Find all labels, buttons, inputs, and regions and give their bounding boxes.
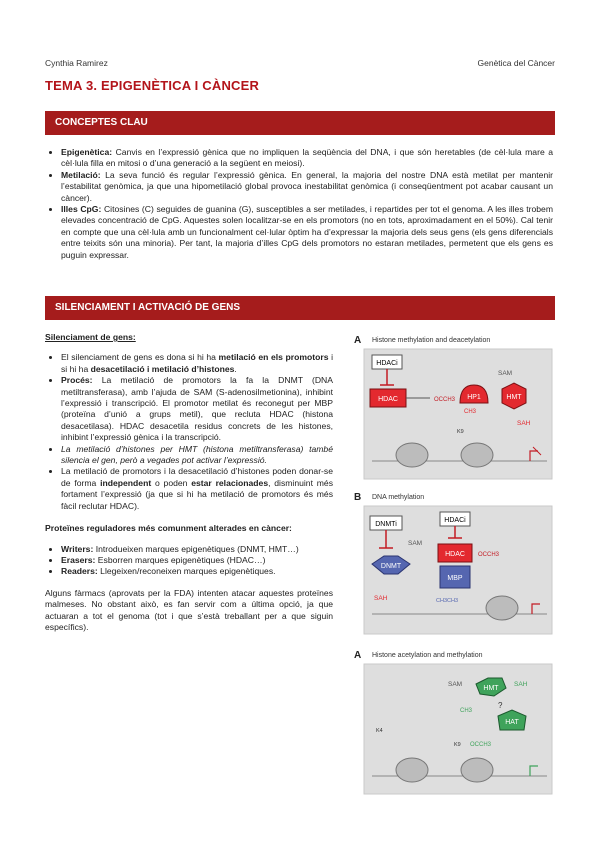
text-bold: desacetilació i metilació d’histones [90, 363, 235, 374]
silencing-column [45, 332, 333, 633]
relation-item [61, 466, 333, 512]
term: Erasers: [61, 554, 96, 565]
occh3-label: OCCH3 [478, 552, 500, 558]
text: El silenciament de gens es dona si hi ha [61, 352, 219, 363]
mbp-label: MBP [447, 575, 463, 582]
ch3-label: CH3 [464, 409, 477, 415]
concept-text: Canvis en l’expressió gènica que no impliquen la seqüència del DNA, i que són heretables (de cèl·lula mare a cèl·lula filla en mitosi o d’una generació a la següent en meiosi). [61, 147, 553, 169]
concept-text: La seva funció és regular l’expressió gènica. En general, la majoria del nostre DNA està metilat per mantenir l’estabilitat genòmica, ja que una hipometilació global provoca inestabilitat genòmica (i conseqüentment pot acabar causant un càncer). [61, 169, 553, 203]
process-term: Procés: [61, 375, 93, 386]
section-heading-silencing: SILENCIAMENT I ACTIVACIÓ DE GENS [45, 296, 555, 320]
figure-caption: DNA methylation [372, 494, 425, 501]
dnmt-label: DNMT [380, 563, 402, 570]
process-item [61, 375, 333, 443]
ch3ch3-label: CH3CH3 [436, 598, 459, 604]
hmt-label: HMT [506, 394, 522, 401]
nucleosome [396, 758, 428, 782]
k9-label: K9 [454, 742, 461, 748]
sah-label: SAH [514, 681, 528, 688]
page-title: TEMA 3. EPIGENÈTICA I CÀNCER [45, 78, 260, 93]
occh3-label: OCCH3 [434, 397, 456, 403]
figure-letter: B [354, 492, 362, 503]
sam-label: SAM [498, 370, 513, 377]
nucleosome [396, 443, 428, 467]
sah-label: SAH [517, 420, 531, 427]
header-course: Genètica del Càncer [477, 58, 555, 68]
k9-label: K9 [457, 429, 464, 435]
hdaci-label: HDACi [444, 517, 466, 524]
ch3-label: CH3 [460, 708, 473, 714]
hdaci-label: HDACi [376, 360, 398, 367]
text: , disminuint més fortament l’expressió (ja que si hi ha metilació de promotors és més fàcil reclutar HDAC). [61, 477, 333, 511]
figure-letter: A [354, 650, 362, 661]
concept-item-methylation [61, 170, 553, 204]
hdac-label: HDAC [378, 396, 398, 403]
sam-label: SAM [448, 681, 463, 688]
question-mark: ? [498, 701, 503, 710]
nucleosome [461, 758, 493, 782]
closing-paragraph: Alguns fàrmacs (aprovats per la FDA) intenten atacar aquestes proteïnes malmeses. No obstant això, es fan servir com a última opció, ja que actuaran a tot el genoma (tot i que s’està treballant per a que siguin específics). [45, 587, 333, 632]
text: Esborren marques epigenètiques (HDAC…) [95, 554, 266, 565]
k4-label: K4 [376, 728, 383, 734]
text: i si hi ha [61, 352, 333, 374]
subheading-silencing: Silenciament de gens: [45, 332, 136, 342]
term: Readers: [61, 566, 98, 577]
figure-caption: Histone acetylation and methylation [372, 652, 483, 659]
text-bold: independent [100, 477, 152, 488]
text: La metilació de promotors i la desacetilació d’histones poden donar-se de forma [61, 466, 333, 488]
sam-label: SAM [408, 540, 423, 547]
figure-caption: Histone methylation and deacetylation [372, 337, 491, 344]
silencing-item [61, 352, 333, 375]
concept-item-cpg [61, 204, 553, 261]
hmt-label: HMT [483, 685, 499, 692]
writers-item [61, 544, 333, 555]
concept-item-epigenetics [61, 147, 553, 170]
hat-label: HAT [505, 719, 519, 726]
subheading-regulators: Proteïnes reguladores més comunment alterades en càncer: [45, 523, 292, 534]
key-concepts-list [45, 147, 553, 261]
text: Llegeixen/reconeixen marques epigenètiques. [97, 566, 276, 577]
hmt-item [61, 444, 333, 467]
figure-letter: A [354, 335, 362, 346]
header-author: Cynthia Ramirez [45, 58, 108, 68]
figure-dna-methylation [352, 490, 557, 638]
text: . [234, 363, 237, 374]
figure-histone-methylation [352, 333, 557, 483]
hdac-label: HDAC [445, 551, 465, 558]
nucleosome [461, 443, 493, 467]
text: Introdueixen marques epigenètiques (DNMT, HMT…) [93, 543, 299, 554]
text: o poden [151, 477, 192, 488]
concept-term: Metilació: [61, 169, 101, 180]
occh3-label: OCCH3 [470, 742, 492, 748]
dnmti-label: DNMTi [375, 521, 397, 528]
figure-histone-acetylation [352, 648, 557, 798]
text-bold: metilació en els promotors [218, 352, 329, 363]
section-heading-key-concepts: CONCEPTES CLAU [45, 111, 555, 135]
hmt-text: La metilació d’histones per HMT (histona metiltransferasa) també silencia el gen, però a vegades pot activar l’expressió. [61, 443, 333, 466]
process-text: La metilació de promotors la fa la DNMT (DNA metiltransferasa), amb l’ajuda de SAM (S-adenosilmetionina), inhibint l’expressió i transcripció. El promotor metilat és reconegut per MBP (proteïna d’unió a grups metil), que recluta HDAC (histona desacetilasa). HDAC desacetila residus concrets de les histones, inhibint l’expressió gènica i la transcripció. [61, 375, 333, 443]
concept-term: Epigenètica: [61, 147, 113, 157]
erasers-item [61, 555, 333, 566]
nucleosome [486, 596, 518, 620]
term: Writers: [61, 543, 94, 554]
readers-item [61, 566, 333, 577]
concept-text: Citosines (C) seguides de guanina (G), susceptibles a ser metilades, i repartides per tot el genoma. A les illes trobem elevades concentració de CpG. Aquestes solen localitzar-se en els promotors (no en tots, aproximadament en el 50%). Cal tenir en compte que una cèl·lula amb un funcionalment cel·lular òptim ha d’expressar la majoria dels seus gens (els gens diferencials entre teixits són una minoria). Per tant, la majoria d’illes CpG dels promotors no estaran metilades, permetent que els gens es puguin expressar. [61, 204, 553, 260]
text-bold: estar relacionades [191, 477, 269, 488]
concept-term: Illes CpG: [61, 204, 102, 215]
hp1-label: HP1 [467, 394, 481, 401]
sah-label: SAH [374, 595, 388, 602]
